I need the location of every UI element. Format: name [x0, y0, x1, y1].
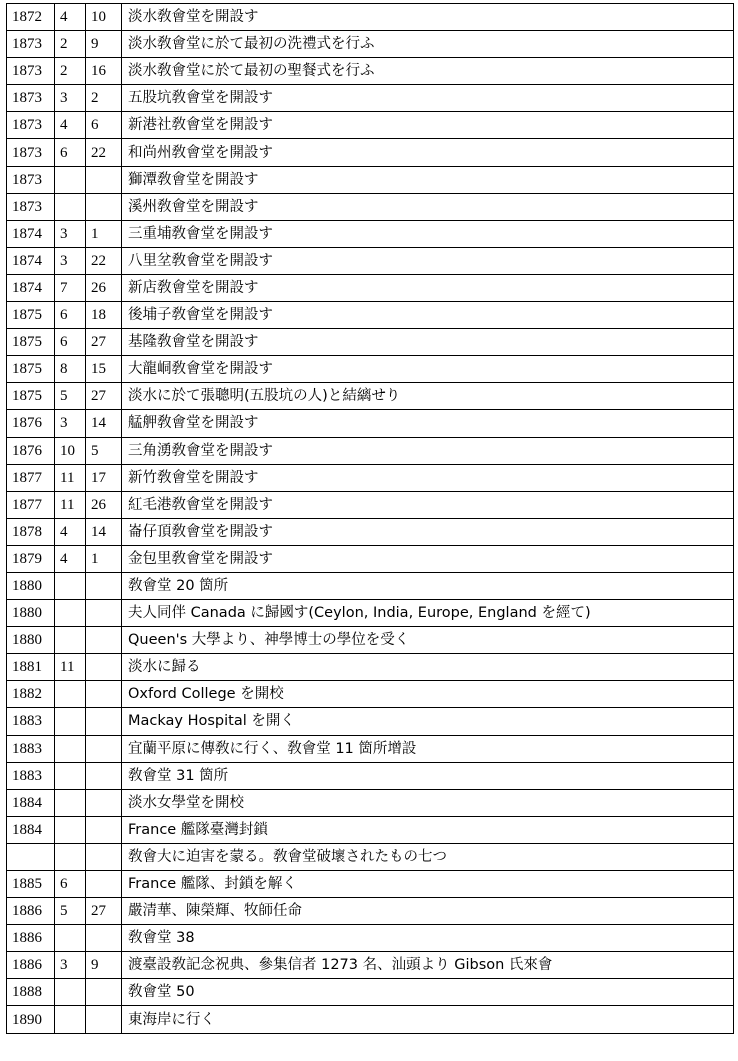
- year-cell: 1884: [7, 816, 55, 843]
- event-cell: 金包里敎會堂を開設す: [122, 545, 734, 572]
- year-cell: 1873: [7, 58, 55, 85]
- month-cell: 7: [55, 274, 86, 301]
- month-cell: 8: [55, 356, 86, 383]
- month-cell: [55, 816, 86, 843]
- event-cell: 五股坑敎會堂を開設す: [122, 85, 734, 112]
- table-row: [7, 166, 734, 193]
- year-cell: 1874: [7, 220, 55, 247]
- day-cell: [86, 843, 122, 870]
- day-cell: [86, 762, 122, 789]
- month-cell: 4: [55, 518, 86, 545]
- year-cell: 1875: [7, 302, 55, 329]
- chronology-table-body: [7, 4, 734, 1034]
- year-cell: 1873: [7, 85, 55, 112]
- year-cell: 1880: [7, 600, 55, 627]
- month-cell: [55, 762, 86, 789]
- month-cell: 3: [55, 247, 86, 274]
- table-row: [7, 139, 734, 166]
- month-cell: 4: [55, 545, 86, 572]
- month-cell: 11: [55, 491, 86, 518]
- table-row: [7, 112, 734, 139]
- table-row: [7, 383, 734, 410]
- year-cell: 1882: [7, 681, 55, 708]
- year-cell: 1878: [7, 518, 55, 545]
- table-row: [7, 708, 734, 735]
- day-cell: 16: [86, 58, 122, 85]
- event-cell: 大龍峒敎會堂を開設す: [122, 356, 734, 383]
- month-cell: 3: [55, 952, 86, 979]
- year-cell: 1872: [7, 4, 55, 31]
- day-cell: 9: [86, 952, 122, 979]
- day-cell: [86, 681, 122, 708]
- day-cell: [86, 925, 122, 952]
- year-cell: 1876: [7, 410, 55, 437]
- event-cell: France 艦隊、封鎖を解く: [122, 871, 734, 898]
- year-cell: 1883: [7, 735, 55, 762]
- month-cell: [55, 1006, 86, 1033]
- month-cell: 5: [55, 898, 86, 925]
- event-cell: 敎會堂 38: [122, 925, 734, 952]
- day-cell: 22: [86, 139, 122, 166]
- month-cell: 6: [55, 329, 86, 356]
- year-cell: 1877: [7, 491, 55, 518]
- event-cell: 新港社敎會堂を開設す: [122, 112, 734, 139]
- year-cell: 1873: [7, 139, 55, 166]
- event-cell: 溪州敎會堂を開設す: [122, 193, 734, 220]
- month-cell: 6: [55, 139, 86, 166]
- table-row: [7, 356, 734, 383]
- table-row: [7, 329, 734, 356]
- month-cell: 2: [55, 58, 86, 85]
- month-cell: 4: [55, 4, 86, 31]
- table-row: [7, 31, 734, 58]
- event-cell: 淡水敎會堂に於て最初の洗禮式を行ふ: [122, 31, 734, 58]
- event-cell: 淡水女學堂を開校: [122, 789, 734, 816]
- year-cell: 1885: [7, 871, 55, 898]
- table-row: [7, 247, 734, 274]
- table-row: [7, 193, 734, 220]
- event-cell: 艋舺敎會堂を開設す: [122, 410, 734, 437]
- month-cell: 6: [55, 302, 86, 329]
- day-cell: 27: [86, 329, 122, 356]
- table-row: [7, 789, 734, 816]
- day-cell: [86, 708, 122, 735]
- month-cell: [55, 925, 86, 952]
- day-cell: 15: [86, 356, 122, 383]
- event-cell: 八里坌敎會堂を開設す: [122, 247, 734, 274]
- month-cell: [55, 681, 86, 708]
- year-cell: 1890: [7, 1006, 55, 1033]
- table-row: [7, 518, 734, 545]
- event-cell: 基隆敎會堂を開設す: [122, 329, 734, 356]
- year-cell: 1875: [7, 383, 55, 410]
- table-row: [7, 871, 734, 898]
- day-cell: 1: [86, 220, 122, 247]
- month-cell: 11: [55, 654, 86, 681]
- year-cell: 1883: [7, 762, 55, 789]
- year-cell: 1880: [7, 627, 55, 654]
- day-cell: 18: [86, 302, 122, 329]
- day-cell: [86, 193, 122, 220]
- day-cell: [86, 627, 122, 654]
- year-cell: 1884: [7, 789, 55, 816]
- year-cell: 1874: [7, 247, 55, 274]
- table-row: [7, 410, 734, 437]
- event-cell: 和尚州敎會堂を開設す: [122, 139, 734, 166]
- event-cell: 獅潭敎會堂を開設す: [122, 166, 734, 193]
- event-cell: 新店敎會堂を開設す: [122, 274, 734, 301]
- event-cell: 東海岸に行く: [122, 1006, 734, 1033]
- event-cell: 新竹敎會堂を開設す: [122, 464, 734, 491]
- month-cell: 6: [55, 871, 86, 898]
- month-cell: 3: [55, 220, 86, 247]
- month-cell: 4: [55, 112, 86, 139]
- year-cell: 1886: [7, 925, 55, 952]
- table-row: [7, 437, 734, 464]
- table-row: [7, 85, 734, 112]
- month-cell: [55, 166, 86, 193]
- table-row: [7, 4, 734, 31]
- month-cell: [55, 843, 86, 870]
- year-cell: 1888: [7, 979, 55, 1006]
- year-cell: 1886: [7, 952, 55, 979]
- month-cell: [55, 979, 86, 1006]
- day-cell: 14: [86, 410, 122, 437]
- event-cell: 後埔子敎會堂を開設す: [122, 302, 734, 329]
- month-cell: [55, 735, 86, 762]
- year-cell: 1876: [7, 437, 55, 464]
- event-cell: 淡水に於て張聰明(五股坑の人)と結縭せり: [122, 383, 734, 410]
- day-cell: [86, 816, 122, 843]
- day-cell: 22: [86, 247, 122, 274]
- day-cell: [86, 871, 122, 898]
- table-row: [7, 979, 734, 1006]
- chronology-table: [6, 3, 734, 1034]
- year-cell: 1877: [7, 464, 55, 491]
- day-cell: 10: [86, 4, 122, 31]
- table-row: [7, 545, 734, 572]
- month-cell: 3: [55, 85, 86, 112]
- day-cell: 26: [86, 491, 122, 518]
- table-row: [7, 572, 734, 599]
- event-cell: 敎會大に迫害を蒙る。敎會堂破壞されたもの七つ: [122, 843, 734, 870]
- table-row: [7, 600, 734, 627]
- table-row: [7, 762, 734, 789]
- day-cell: [86, 654, 122, 681]
- table-row: [7, 491, 734, 518]
- event-cell: 敎會堂 31 箇所: [122, 762, 734, 789]
- day-cell: [86, 789, 122, 816]
- table-row: [7, 274, 734, 301]
- day-cell: 14: [86, 518, 122, 545]
- day-cell: 27: [86, 383, 122, 410]
- month-cell: [55, 708, 86, 735]
- table-row: [7, 654, 734, 681]
- month-cell: 11: [55, 464, 86, 491]
- day-cell: 9: [86, 31, 122, 58]
- day-cell: 27: [86, 898, 122, 925]
- event-cell: Oxford College を開校: [122, 681, 734, 708]
- event-cell: 淡水敎會堂を開設す: [122, 4, 734, 31]
- event-cell: 淡水敎會堂に於て最初の聖餐式を行ふ: [122, 58, 734, 85]
- table-row: [7, 464, 734, 491]
- event-cell: 渡臺設敎記念祝典、參集信者 1273 名、汕頭より Gibson 氏來會: [122, 952, 734, 979]
- year-cell: 1873: [7, 31, 55, 58]
- day-cell: 5: [86, 437, 122, 464]
- year-cell: 1873: [7, 112, 55, 139]
- day-cell: 26: [86, 274, 122, 301]
- year-cell: [7, 843, 55, 870]
- year-cell: 1881: [7, 654, 55, 681]
- table-row: [7, 898, 734, 925]
- event-cell: 敎會堂 50: [122, 979, 734, 1006]
- year-cell: 1873: [7, 166, 55, 193]
- year-cell: 1883: [7, 708, 55, 735]
- day-cell: 1: [86, 545, 122, 572]
- table-row: [7, 302, 734, 329]
- event-cell: Mackay Hospital を開く: [122, 708, 734, 735]
- table-row: [7, 58, 734, 85]
- day-cell: [86, 166, 122, 193]
- month-cell: 5: [55, 383, 86, 410]
- day-cell: 6: [86, 112, 122, 139]
- event-cell: 淡水に歸る: [122, 654, 734, 681]
- table-row: [7, 735, 734, 762]
- table-row: [7, 627, 734, 654]
- year-cell: 1875: [7, 329, 55, 356]
- day-cell: 17: [86, 464, 122, 491]
- table-row: [7, 952, 734, 979]
- year-cell: 1879: [7, 545, 55, 572]
- year-cell: 1875: [7, 356, 55, 383]
- table-row: [7, 843, 734, 870]
- day-cell: [86, 1006, 122, 1033]
- table-row: [7, 681, 734, 708]
- day-cell: [86, 735, 122, 762]
- event-cell: 嚴清華、陳榮輝、牧師任命: [122, 898, 734, 925]
- event-cell: France 艦隊臺灣封鎖: [122, 816, 734, 843]
- event-cell: 崙仔頂敎會堂を開設す: [122, 518, 734, 545]
- year-cell: 1873: [7, 193, 55, 220]
- event-cell: 宜蘭平原に傳敎に行く、敎會堂 11 箇所增設: [122, 735, 734, 762]
- event-cell: 三重埔敎會堂を開設す: [122, 220, 734, 247]
- month-cell: [55, 627, 86, 654]
- event-cell: 敎會堂 20 箇所: [122, 572, 734, 599]
- year-cell: 1880: [7, 572, 55, 599]
- day-cell: 2: [86, 85, 122, 112]
- month-cell: 2: [55, 31, 86, 58]
- month-cell: 10: [55, 437, 86, 464]
- month-cell: 3: [55, 410, 86, 437]
- month-cell: [55, 789, 86, 816]
- table-row: [7, 925, 734, 952]
- table-row: [7, 220, 734, 247]
- day-cell: [86, 572, 122, 599]
- event-cell: Queen's 大學より、神學博士の學位を受く: [122, 627, 734, 654]
- year-cell: 1874: [7, 274, 55, 301]
- year-cell: 1886: [7, 898, 55, 925]
- day-cell: [86, 600, 122, 627]
- month-cell: [55, 572, 86, 599]
- event-cell: 三角湧敎會堂を開設す: [122, 437, 734, 464]
- table-row: [7, 816, 734, 843]
- table-row: [7, 1006, 734, 1033]
- event-cell: 夫人同伴 Canada に歸國す(Ceylon, India, Europe, England を經て): [122, 600, 734, 627]
- month-cell: [55, 193, 86, 220]
- event-cell: 紅毛港敎會堂を開設す: [122, 491, 734, 518]
- day-cell: [86, 979, 122, 1006]
- month-cell: [55, 600, 86, 627]
